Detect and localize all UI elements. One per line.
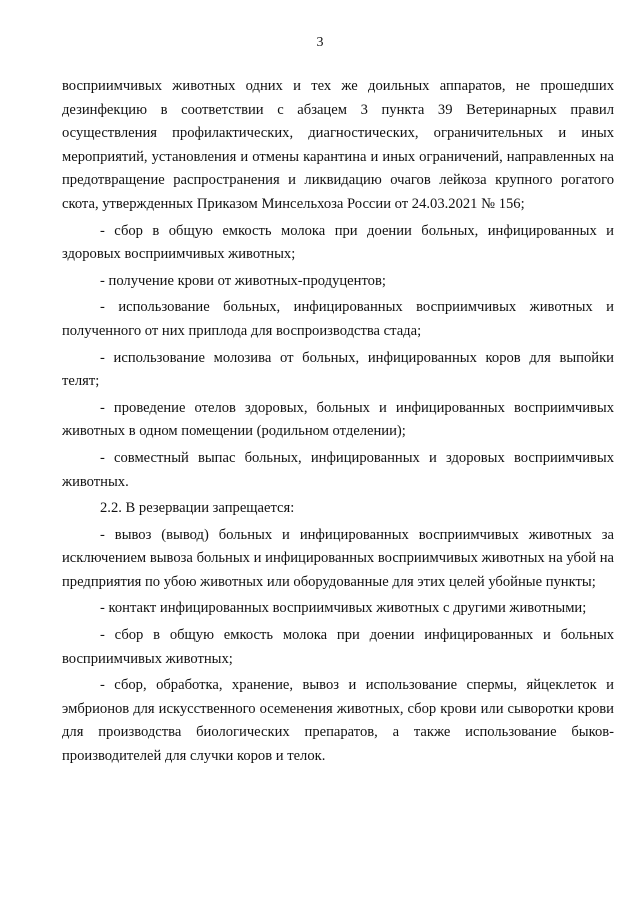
list-item: - получение крови от животных-продуцентов; bbox=[100, 272, 386, 289]
paragraph-continuation: восприимчивых животных одних и тех же доильных аппаратов, не прошедших дезинфекцию в соответствии с абзацем 3 пункта 39 Ветеринарных правил осуществления профилактических, диагностических, ограничительных и иных мероприятий, установления и отмены карантина и иных ограничений, направленных на предотвращение распространения и ликвидацию очагов лейкоза крупного рогатого скота, утвержденных Приказом Минсельхоза России от 24.03.2021 № 156; bbox=[62, 78, 614, 212]
list-item: - проведение отелов здоровых, больных и инфицированных восприимчивых животных в одном помещении (родильном отделении); bbox=[62, 399, 614, 440]
list-item: - контакт инфицированных восприимчивых животных с другими животными; bbox=[100, 600, 587, 617]
list-item: - использование больных, инфицированных восприимчивых животных и полученного от них приплода для воспроизводства стада; bbox=[62, 299, 614, 339]
page-number: 3 bbox=[316, 35, 324, 50]
list-item: - сбор в общую емкость молока при доении больных, инфицированных и здоровых восприимчивых животных; bbox=[62, 222, 614, 263]
section-heading: 2.2. В резервации запрещается: bbox=[100, 500, 295, 517]
list-item: - использование молозива от больных, инфицированных коров для выпойки телят; bbox=[62, 349, 614, 390]
list-item: - вывоз (вывод) больных и инфицированных восприимчивых животных за исключением вывоза больных и инфицированных восприимчивых животных на убой на предприятия по убою животных или оборудованные для этих целей убойные пункты; bbox=[62, 526, 614, 590]
list-item: - сбор, обработка, хранение, вывоз и использование спермы, яйцеклеток и эмбрионов для искусственного осеменения животных, сбор крови или сыворотки крови для производства биологических препаратов, а также использование быков-производителей для случки коров и телок. bbox=[62, 677, 614, 765]
document-body bbox=[62, 75, 614, 769]
list-item: - совместный выпас больных, инфицированных и здоровых восприимчивых животных. bbox=[62, 449, 614, 490]
list-item: - сбор в общую емкость молока при доении инфицированных и больных восприимчивых животных; bbox=[62, 627, 614, 667]
